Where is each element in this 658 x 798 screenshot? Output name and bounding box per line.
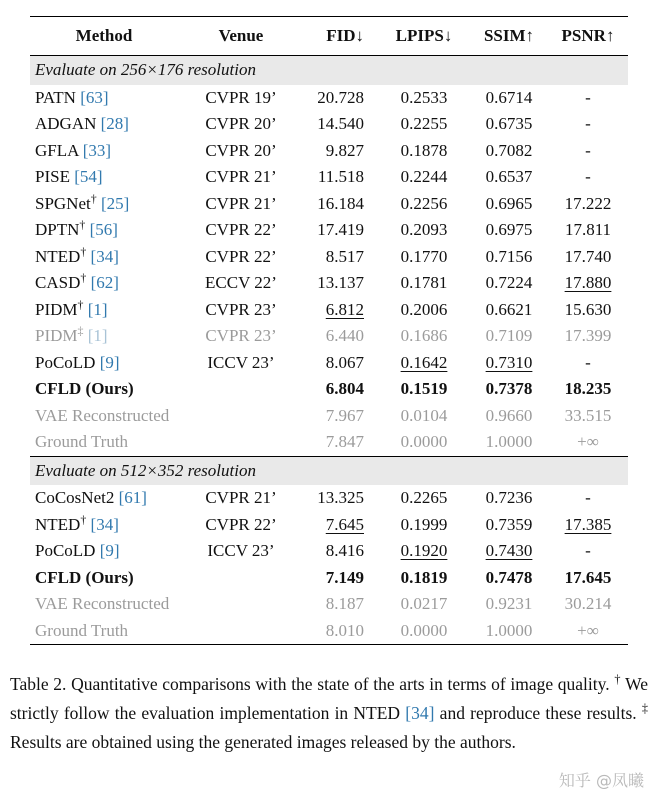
method-cell bbox=[30, 618, 178, 645]
fid-cell: 16.184 bbox=[317, 193, 364, 213]
table-row bbox=[30, 591, 628, 618]
method-name: ADGAN bbox=[35, 114, 97, 133]
ssim-cell: 0.9231 bbox=[485, 594, 533, 613]
table-row bbox=[30, 429, 628, 456]
method-superscript: † bbox=[77, 296, 84, 311]
fid-cell: 7.149 bbox=[325, 567, 364, 587]
lpips-cell: 0.1770 bbox=[400, 246, 448, 266]
fid-cell: 11.518 bbox=[317, 167, 364, 186]
fid-cell: 6.440 bbox=[325, 326, 364, 345]
fid-cell: 13.137 bbox=[317, 273, 364, 292]
citation-link[interactable]: [28] bbox=[100, 114, 129, 133]
psnr-cell: - bbox=[585, 541, 591, 560]
venue-cell bbox=[178, 591, 304, 618]
venue-cell: CVPR 23’ bbox=[205, 299, 277, 319]
table-row bbox=[30, 164, 628, 191]
method-cell bbox=[30, 270, 178, 297]
ssim-cell: 0.7478 bbox=[485, 567, 533, 587]
method-cell bbox=[30, 191, 178, 218]
psnr-cell: - bbox=[585, 167, 591, 186]
method-cell bbox=[30, 217, 178, 244]
ssim-cell: 0.7109 bbox=[485, 326, 533, 345]
fid-cell: 7.847 bbox=[325, 432, 364, 451]
ssim-cell: 0.6621 bbox=[485, 299, 533, 319]
psnr-cell: - bbox=[585, 140, 591, 160]
method-superscript: † bbox=[79, 217, 86, 232]
method-cell bbox=[30, 85, 178, 112]
citation-link[interactable]: [33] bbox=[82, 140, 112, 160]
second-best-value: 17.385 bbox=[564, 514, 612, 534]
table-caption bbox=[10, 670, 648, 757]
method-name: PATN bbox=[35, 87, 76, 107]
fid-cell: 9.827 bbox=[325, 140, 364, 160]
psnr-cell: 17.645 bbox=[564, 567, 612, 587]
ssim-cell: 0.6965 bbox=[485, 193, 533, 213]
method-cell bbox=[30, 485, 178, 512]
venue-cell: CVPR 21’ bbox=[205, 488, 277, 507]
venue-cell bbox=[178, 403, 304, 430]
psnr-cell: - bbox=[585, 488, 591, 507]
psnr-cell: +∞ bbox=[577, 432, 599, 451]
table-row bbox=[30, 191, 628, 218]
method-cell bbox=[30, 403, 178, 430]
lpips-cell: 0.2093 bbox=[400, 220, 448, 239]
venue-cell: CVPR 22’ bbox=[205, 246, 277, 266]
table-row bbox=[30, 111, 628, 138]
method-superscript: ‡ bbox=[77, 323, 84, 338]
venue-cell bbox=[178, 429, 304, 456]
ssim-cell: 0.6735 bbox=[485, 114, 533, 133]
caption-text: Results are obtained using the generated images released by the authors. bbox=[10, 732, 516, 752]
citation-link[interactable]: [34] bbox=[90, 246, 119, 266]
dagger-note: ‡ bbox=[641, 701, 648, 716]
fid-cell bbox=[304, 297, 378, 324]
table-row bbox=[30, 297, 628, 324]
ssim-cell: 0.7082 bbox=[485, 140, 533, 160]
method-name: PISE bbox=[35, 167, 70, 186]
psnr-cell: 18.235 bbox=[564, 379, 612, 398]
method-name: GFLA bbox=[35, 140, 79, 160]
table-row bbox=[30, 350, 628, 377]
fid-cell: 20.728 bbox=[317, 87, 364, 107]
dagger-note: † bbox=[614, 672, 621, 687]
lpips-cell: 0.1781 bbox=[400, 273, 448, 292]
ssim-cell: 0.7156 bbox=[485, 246, 533, 266]
section-header-row bbox=[30, 56, 628, 85]
method-name: VAE Reconstructed bbox=[35, 594, 170, 613]
col-header-method: Method bbox=[30, 17, 178, 56]
table-row bbox=[30, 138, 628, 165]
method-cell bbox=[30, 429, 178, 456]
psnr-cell: - bbox=[585, 352, 591, 372]
method-name: CFLD (Ours) bbox=[35, 567, 134, 587]
second-best-value: 0.7310 bbox=[485, 352, 533, 372]
ssim-cell: 1.0000 bbox=[485, 620, 533, 640]
ssim-cell: 0.6714 bbox=[485, 87, 533, 107]
second-best-value: 0.7430 bbox=[485, 541, 533, 560]
venue-cell: ECCV 22’ bbox=[205, 273, 277, 292]
section-title: Evaluate on 512×352 resolution bbox=[30, 456, 628, 485]
fid-cell: 14.540 bbox=[317, 114, 364, 133]
fid-cell: 8.416 bbox=[325, 541, 364, 560]
caption-text: and reproduce these results. bbox=[434, 703, 642, 723]
venue-cell: CVPR 20’ bbox=[205, 114, 277, 133]
venue-cell: ICCV 23’ bbox=[207, 352, 275, 372]
table-row bbox=[30, 403, 628, 430]
method-name: Ground Truth bbox=[35, 432, 129, 451]
table-row bbox=[30, 512, 628, 539]
method-name: PoCoLD bbox=[35, 541, 96, 560]
ssim-cell bbox=[470, 538, 548, 565]
lpips-cell: 0.2006 bbox=[400, 299, 448, 319]
fid-cell: 8.187 bbox=[325, 594, 364, 613]
paper-page bbox=[0, 16, 658, 798]
method-cell bbox=[30, 512, 178, 539]
lpips-cell: 0.1999 bbox=[400, 514, 448, 534]
venue-cell: CVPR 22’ bbox=[205, 514, 277, 534]
venue-cell: CVPR 23’ bbox=[205, 326, 277, 345]
fid-cell: 6.804 bbox=[325, 379, 364, 398]
venue-cell: CVPR 21’ bbox=[205, 167, 277, 186]
method-cell bbox=[30, 297, 178, 324]
lpips-cell: 0.2533 bbox=[400, 87, 448, 107]
fid-cell bbox=[304, 512, 378, 539]
table-row bbox=[30, 217, 628, 244]
venue-cell: CVPR 21’ bbox=[205, 193, 277, 213]
table-row bbox=[30, 244, 628, 271]
method-name: CASD bbox=[35, 273, 81, 292]
fid-cell: 13.325 bbox=[317, 488, 364, 507]
second-best-value: 7.645 bbox=[325, 514, 364, 534]
venue-cell: CVPR 20’ bbox=[205, 140, 277, 160]
citation-link[interactable]: [54] bbox=[74, 167, 103, 186]
lpips-cell bbox=[378, 538, 470, 565]
second-best-value: 0.1642 bbox=[400, 352, 448, 372]
ssim-cell: 0.6537 bbox=[485, 167, 533, 186]
method-cell bbox=[30, 565, 178, 592]
method-name: SPGNet bbox=[35, 193, 91, 213]
second-best-value: 17.880 bbox=[564, 273, 612, 292]
psnr-cell: 30.214 bbox=[564, 594, 612, 613]
method-name: VAE Reconstructed bbox=[35, 405, 170, 425]
method-name: Ground Truth bbox=[35, 620, 129, 640]
lpips-cell bbox=[378, 350, 470, 377]
lpips-cell: 0.1686 bbox=[400, 326, 448, 345]
col-header-fid: FID↓ bbox=[304, 17, 378, 56]
lpips-cell: 0.2244 bbox=[400, 167, 448, 186]
citation-link[interactable]: [62] bbox=[90, 273, 119, 292]
citation-link[interactable]: [34] bbox=[405, 703, 435, 723]
venue-cell: ICCV 23’ bbox=[207, 541, 275, 560]
table-row bbox=[30, 618, 628, 645]
lpips-cell: 0.2265 bbox=[400, 488, 448, 507]
ssim-cell: 0.7224 bbox=[485, 273, 533, 292]
method-superscript: † bbox=[80, 270, 87, 285]
ssim-cell: 1.0000 bbox=[485, 432, 533, 451]
col-header-psnr: PSNR↑ bbox=[548, 17, 628, 56]
method-name: DPTN bbox=[35, 220, 80, 239]
caption-text: Table 2. Quantitative comparisons with the state of the arts in terms of image quality. bbox=[10, 674, 615, 694]
second-best-value: 6.812 bbox=[325, 299, 364, 319]
psnr-cell: +∞ bbox=[577, 620, 599, 640]
method-name: CoCosNet2 bbox=[35, 488, 115, 507]
table-row bbox=[30, 485, 628, 512]
method-superscript: † bbox=[80, 511, 87, 526]
method-cell bbox=[30, 376, 178, 403]
citation-link[interactable]: [1] bbox=[87, 326, 108, 345]
method-cell bbox=[30, 323, 178, 350]
fid-cell: 7.967 bbox=[325, 405, 364, 425]
citation-link[interactable]: [61] bbox=[118, 488, 147, 507]
venue-cell bbox=[178, 376, 304, 403]
method-cell bbox=[30, 538, 178, 565]
method-superscript: † bbox=[80, 243, 87, 258]
caption-text: We strictly follow the evaluation implementation in NTED bbox=[10, 674, 648, 723]
table-row bbox=[30, 565, 628, 592]
ssim-cell: 0.6975 bbox=[485, 220, 533, 239]
psnr-cell: - bbox=[585, 114, 591, 133]
col-header-lpips: LPIPS↓ bbox=[378, 17, 470, 56]
lpips-cell: 0.1519 bbox=[400, 379, 448, 398]
method-name: PIDM bbox=[35, 299, 78, 319]
col-header-ssim: SSIM↑ bbox=[470, 17, 548, 56]
table-row bbox=[30, 85, 628, 112]
lpips-cell: 0.2255 bbox=[400, 114, 448, 133]
fid-cell: 8.010 bbox=[325, 620, 364, 640]
table-header-row bbox=[30, 17, 628, 56]
citation-link[interactable]: [56] bbox=[89, 220, 118, 239]
psnr-cell: 15.630 bbox=[564, 299, 612, 319]
method-name: CFLD (Ours) bbox=[35, 379, 134, 398]
venue-cell bbox=[178, 618, 304, 645]
method-superscript: † bbox=[90, 190, 97, 205]
method-cell bbox=[30, 591, 178, 618]
fid-cell: 17.419 bbox=[317, 220, 364, 239]
method-cell bbox=[30, 138, 178, 165]
psnr-cell bbox=[548, 270, 628, 297]
fid-cell: 8.067 bbox=[325, 352, 364, 372]
ssim-cell: 0.7378 bbox=[485, 379, 533, 398]
ssim-cell: 0.7359 bbox=[485, 514, 533, 534]
method-cell bbox=[30, 350, 178, 377]
col-header-venue: Venue bbox=[178, 17, 304, 56]
method-name: PoCoLD bbox=[35, 352, 96, 372]
lpips-cell: 0.1819 bbox=[400, 567, 448, 587]
section-title: Evaluate on 256×176 resolution bbox=[30, 56, 628, 85]
method-cell bbox=[30, 164, 178, 191]
psnr-cell: 17.811 bbox=[564, 220, 612, 239]
table-row bbox=[30, 376, 628, 403]
fid-cell: 8.517 bbox=[325, 246, 364, 266]
method-cell bbox=[30, 244, 178, 271]
method-name: NTED bbox=[35, 514, 81, 534]
lpips-cell: 0.0104 bbox=[400, 405, 448, 425]
lpips-cell: 0.0217 bbox=[400, 594, 448, 613]
method-name: NTED bbox=[35, 246, 81, 266]
results-table bbox=[30, 16, 628, 645]
citation-link[interactable]: [1] bbox=[87, 299, 108, 319]
ssim-cell: 0.7236 bbox=[485, 488, 533, 507]
psnr-cell bbox=[548, 512, 628, 539]
table-row bbox=[30, 270, 628, 297]
method-name: PIDM bbox=[35, 326, 78, 345]
table-row bbox=[30, 323, 628, 350]
psnr-cell: 33.515 bbox=[564, 405, 612, 425]
ssim-cell bbox=[470, 350, 548, 377]
table-row bbox=[30, 538, 628, 565]
psnr-cell: - bbox=[585, 87, 591, 107]
watermark: 知乎 @凤曦 bbox=[558, 771, 644, 790]
section-header-row bbox=[30, 456, 628, 485]
venue-cell: CVPR 22’ bbox=[205, 220, 277, 239]
citation-link[interactable]: [9] bbox=[99, 541, 120, 560]
ssim-cell: 0.9660 bbox=[485, 405, 533, 425]
second-best-value: 0.1920 bbox=[400, 541, 448, 560]
psnr-cell: 17.740 bbox=[564, 246, 612, 266]
citation-link[interactable]: [63] bbox=[80, 87, 109, 107]
lpips-cell: 0.0000 bbox=[400, 620, 448, 640]
citation-link[interactable]: [34] bbox=[90, 514, 119, 534]
venue-cell bbox=[178, 565, 304, 592]
psnr-cell: 17.399 bbox=[564, 326, 612, 345]
citation-link[interactable]: [25] bbox=[100, 193, 130, 213]
citation-link[interactable]: [9] bbox=[99, 352, 120, 372]
lpips-cell: 0.1878 bbox=[400, 140, 448, 160]
method-cell bbox=[30, 111, 178, 138]
lpips-cell: 0.2256 bbox=[400, 193, 448, 213]
psnr-cell: 17.222 bbox=[564, 193, 612, 213]
venue-cell: CVPR 19’ bbox=[205, 87, 277, 107]
lpips-cell: 0.0000 bbox=[400, 432, 448, 451]
